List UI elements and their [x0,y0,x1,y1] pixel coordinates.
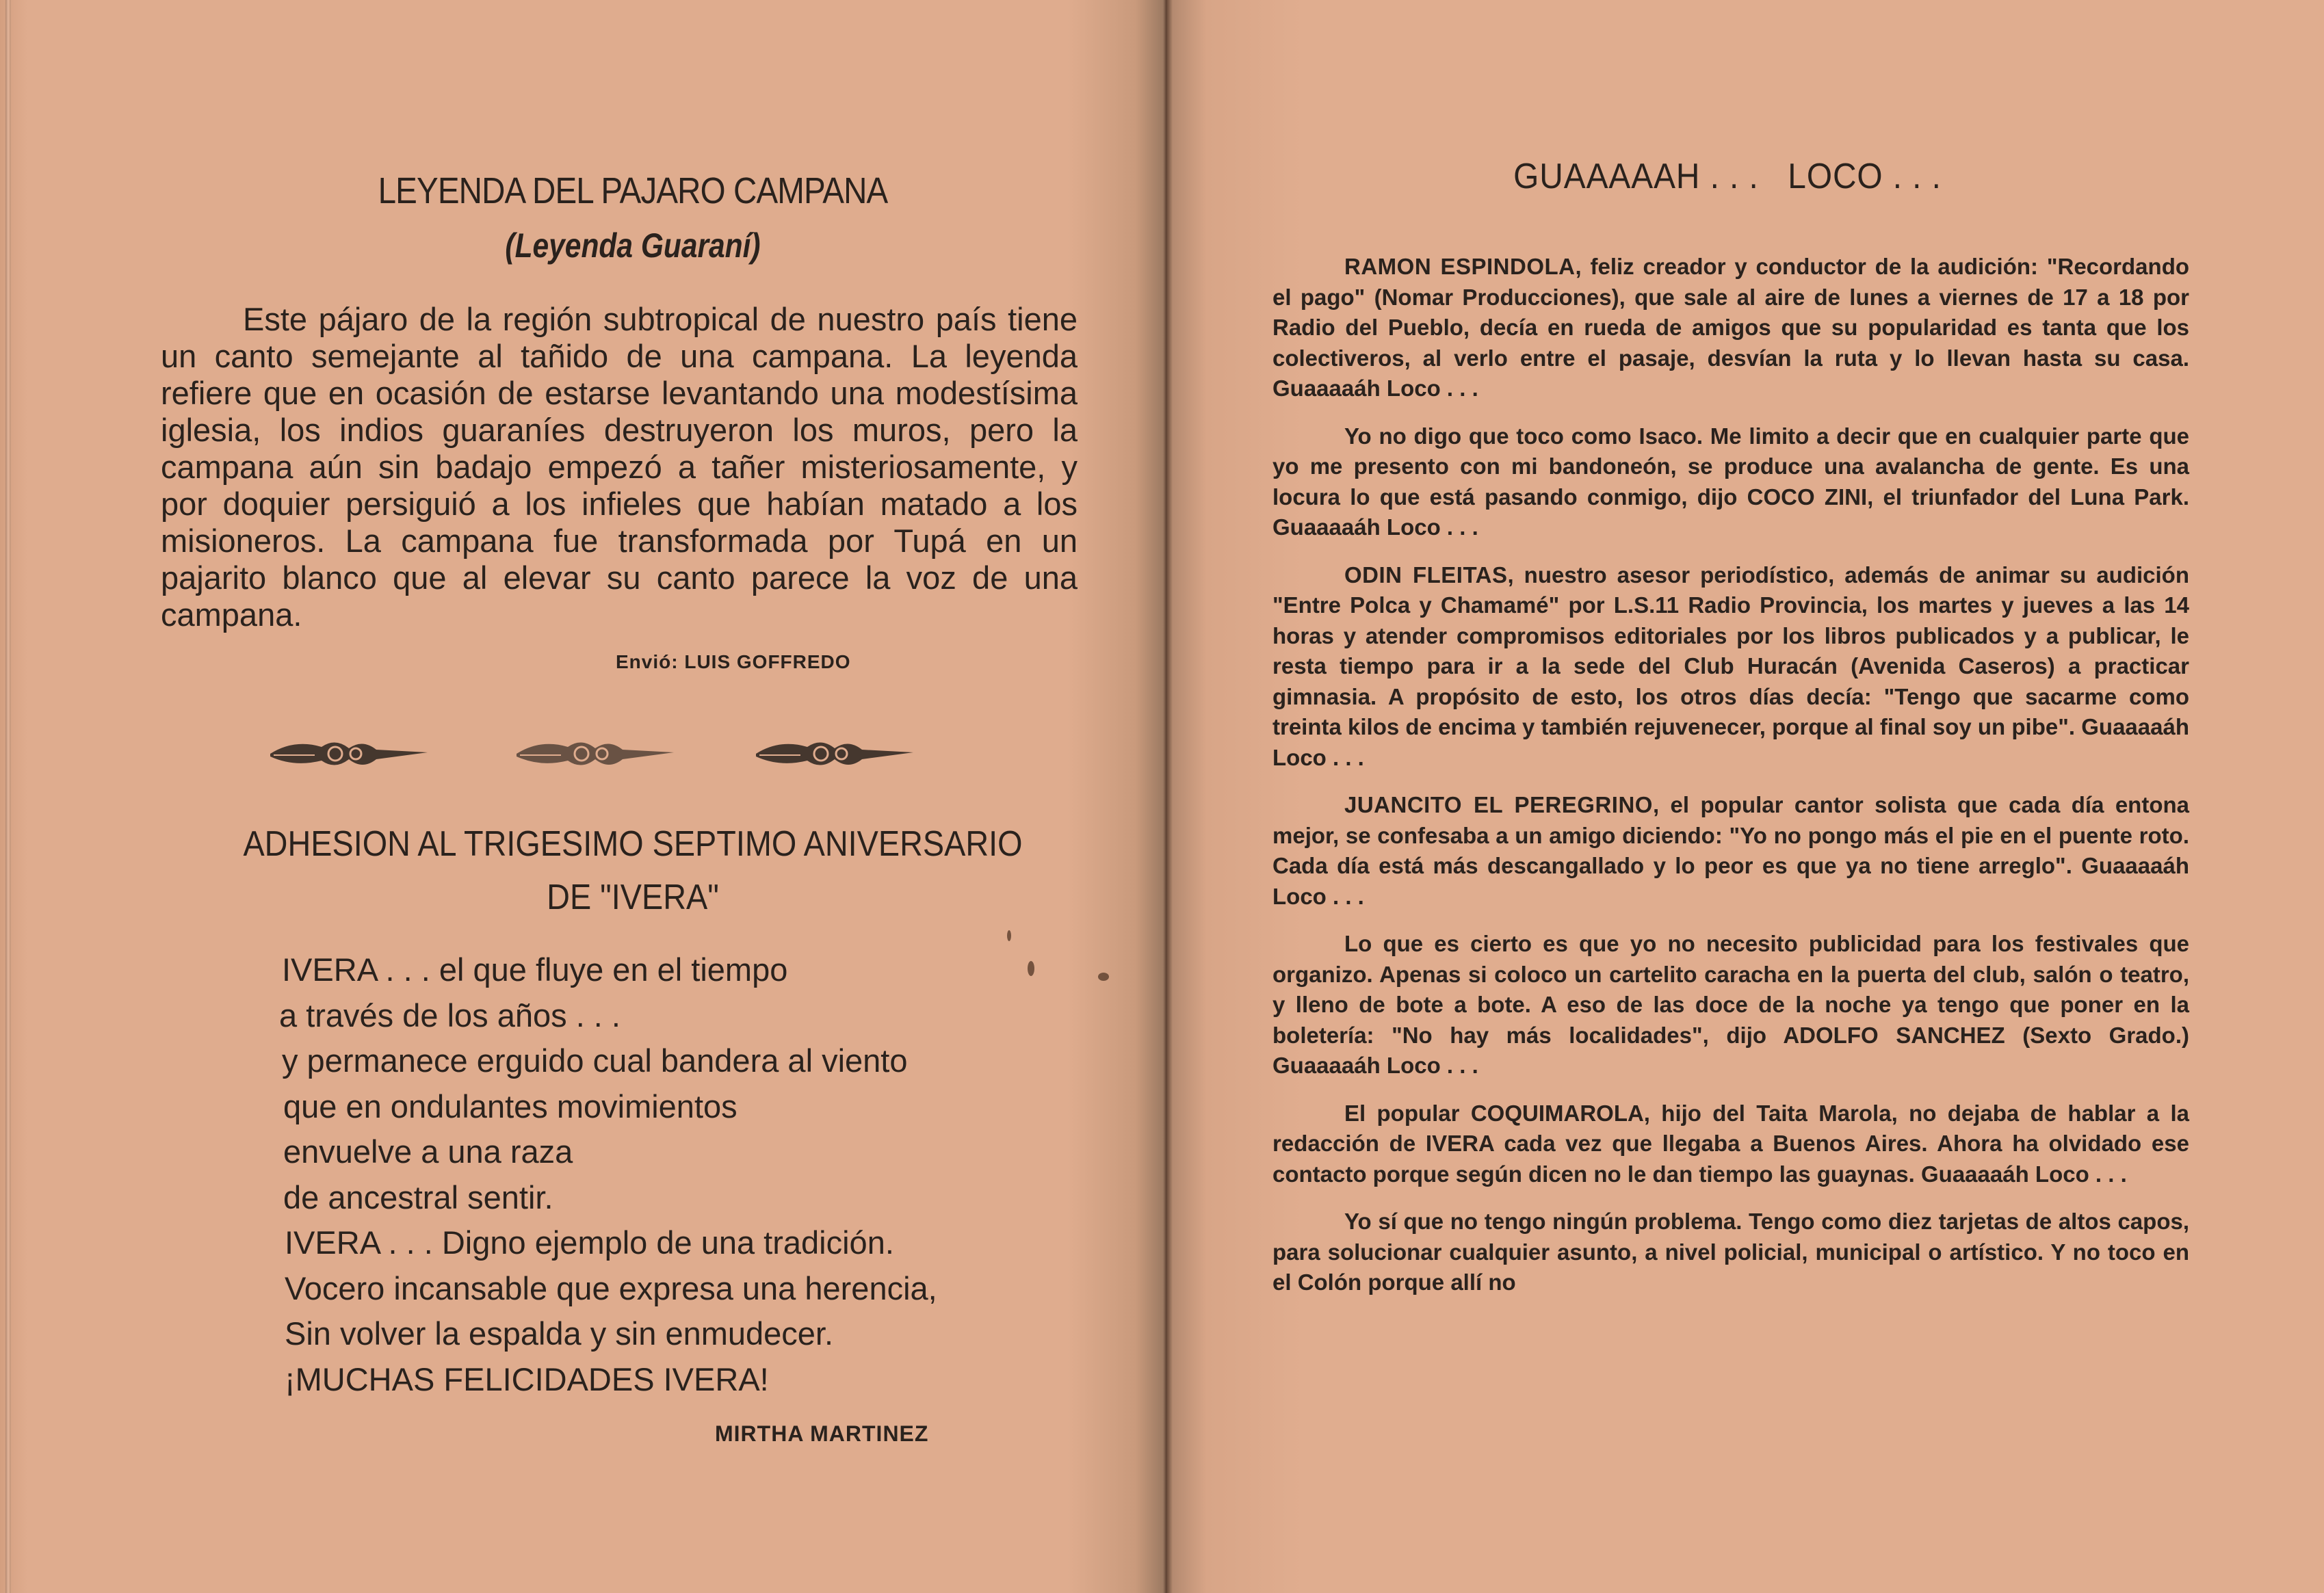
page-edge [5,0,11,1593]
poem-line: Vocero incansable que expresa una herencia, [285,1269,937,1306]
paragraph-text: , el popular cantor solista que cada día entona mejor, se confesaba a un amigo diciendo: "Yo no pongo más el pie en el puente roto. Cada día está más descangallado y lo peor es que ya no tiene arreglo". Guaaaaáh Loco . . . [1272,792,2189,909]
column-body [1272,252,2189,1315]
article-paragraph: Este pájaro de la región subtropical de nuestro país tiene un canto semejante al tañido de una campana. La leyenda refiere que en ocasión de estarse levantando una modestísima iglesia, los indios guaraníes destruyeron los muros, pero la campana aún sin badajo empezó a tañer misteriosamente, y por doquier persiguió a los infieles que habían matado a los misioneros. La campana fue transformada por Tupá en un pajarito blanco que al elevar su canto parece la voz de una campana. [161,301,1078,633]
paper-stain [1098,973,1109,981]
poem [279,947,937,1402]
column-paragraph [1272,1207,2189,1298]
poem-line: de ancestral sentir. [283,1179,553,1215]
ornament-divider [267,732,951,773]
floral-ornament-icon [267,732,431,773]
person-name: RAMON ESPINDOLA [1344,254,1576,279]
paragraph-text: Yo no digo que toco como Isaco. Me limito a decir que en cualquier parte que yo me presento con mi bandoneón, se produce una avalancha de gente. Es una locura lo que está pasando conmigo, dijo COCO ZINI, el triunfador del Luna Park. Guaaaaáh Loco . . . [1272,423,2189,540]
article-subtitle: (Leyenda Guaraní) [505,226,761,265]
poem-line: y permanece erguido cual bandera al viento [282,1042,908,1079]
poem-line: ¡MUCHAS FELICIDADES IVERA! [285,1360,769,1397]
paragraph-text: Yo sí que no tengo ningún problema. Tengo como diez tarjetas de altos capos, para solucionar cualquier asunto, a nivel policial, municipal o artístico. Y no toco en el Colón porque allí no [1272,1209,2189,1295]
poem-line: que en ondulantes movimientos [283,1088,737,1124]
section-title [218,817,1049,924]
paper-stain [1028,961,1034,976]
poem-line: envuelve a una raza [283,1133,573,1170]
column-paragraph [1272,790,2189,912]
article-body [161,301,1078,633]
column-paragraph [1272,560,2189,774]
paragraph-text: , feliz creador y conductor de la audición: "Recordando el pago" (Nomar Producciones), que sale al aire de lunes a viernes de 17 a 18 por Radio del Pueblo, decía en rueda de amigos que su popularidad es tanta que los colectiveros, al verlo entre el pasaje, desvían la ruta y lo llevan hasta su casa. Guaaaaáh Loco . . . [1272,254,2190,401]
poem-line: a través de los años . . . [279,997,621,1034]
column-paragraph [1272,929,2189,1081]
section-title-line: DE "IVERA" [547,878,719,917]
poem-signature: MIRTHA MARTINEZ [715,1421,929,1446]
column-paragraph [1272,421,2189,543]
person-name: ODIN FLEITAS [1344,562,1508,588]
section-title-line: ADHESION AL TRIGESIMO SEPTIMO ANIVERSARIO [243,824,1023,864]
paragraph-text: , nuestro asesor periodístico, además de animar su audición "Entre Polca y Chamamé" por L.S.11 Radio Provincia, los martes y jueves a las 14 horas y atender compromisos editoriales por los libros publicados y a publicar, le resta tiempo para ir a la sede del Club Huracán (Avenida Caseros) a practicar gimnasia. A propósito de esto, los otros días decía: "Tengo que sacarme como treinta kilos de encima y también rejuvenecer, porque al final soy un pibe". Guaaaaáh Loco . . . [1272,562,2189,770]
floral-ornament-icon [753,732,917,773]
poem-line: Sin volver la espalda y sin enmudecer. [285,1315,834,1352]
floral-ornament-icon [513,732,677,773]
paper-stain [1007,930,1011,941]
person-name: JUANCITO EL PEREGRINO [1344,792,1653,817]
column-paragraph [1272,252,2189,404]
column-paragraph [1272,1098,2189,1190]
article-byline: Envió: LUIS GOFFREDO [616,651,851,672]
article-title: LEYENDA DEL PAJARO CAMPANA [378,170,888,211]
poem-line: IVERA . . . el que fluye en el tiempo [282,951,788,988]
paragraph-text: El popular COQUIMAROLA, hijo del Taita Marola, no dejaba de hablar a la redacción de IVERA cada vez que llegaba a Buenos Aires. Ahora ha olvidado ese contacto porque según dicen no le dan tiempo las guaynas. Guaaaaáh Loco . . . [1272,1100,2189,1187]
paragraph-text: Lo que es cierto es que yo no necesito publicidad para los festivales que organizo. Apenas si coloco un cartelito caracha en la puerta del club, salón o teatro, y lleno de bote a bote. A eso de las doce de la noche ya tengo que poner en la boletería: "No hay más localidades", dijo ADOLFO SANCHEZ (Sexto Grado.) Guaaaaáh Loco . . . [1272,931,2189,1078]
column-title: GUAAAAAH . . . LOCO . . . [1513,157,1942,196]
poem-line: IVERA . . . Digno ejemplo de una tradición. [285,1224,894,1261]
